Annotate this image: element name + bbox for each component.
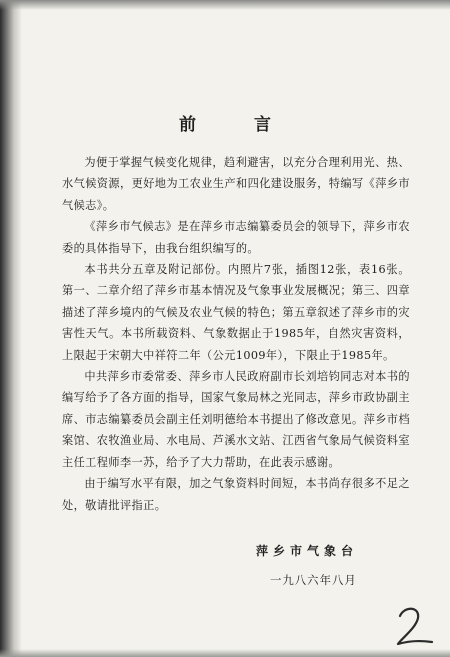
signature-organization: 萍乡市气象台	[256, 544, 359, 558]
paragraph-closing: 由于编写水平有限，加之气象资料时间短，本书尚存很多不足之处，敬请批评指正。	[62, 477, 410, 512]
scan-edge-shadow-bottom	[0, 649, 450, 657]
signature-date: 一九八六年八月	[270, 573, 357, 587]
preface-body	[62, 152, 410, 516]
scan-edge-shadow-left	[0, 0, 22, 657]
paragraph-compilation: 《萍乡市气候志》是在萍乡市志编纂委员会的领导下，萍乡市农委的具体指导下，由我台组织编写的。	[62, 220, 410, 255]
paragraph-contents: 本书共分五章及附记部份。内照片7张，插图12张，表16张。第一、二章介绍了萍乡市基本情况及气象事业发展概况；第三、四章描述了萍乡境内的气候及农业气候的特色；第五章叙述了萍乡市的灾害性天气。本书所载资料、气象数据止于1985年，自然灾害资料，上限起于宋朝大中祥符二年（公元1009年），下限止于1985年。	[62, 263, 410, 362]
paragraph-purpose: 为便于掌握气候变化规律，趋利避害，以充分合理利用光、热、水气候资源，更好地为工农业生产和四化建设服务，特编写《萍乡市气候志》。	[62, 156, 410, 212]
page-title: 前 言	[179, 115, 297, 135]
scan-edge-shadow-top	[0, 0, 450, 10]
handwritten-page-number	[388, 600, 438, 650]
paragraph-acknowledgements: 中共萍乡市委常委、萍乡市人民政府副市长刘培钧同志对本书的编写给予了各方面的指导，国家气象局林之光同志，萍乡市政协副主席、市志编纂委员会副主任刘明德给本书提出了修改意见。萍乡市档案馆、农牧渔业局、水电局、芦溪水文站、江西省气象局气候资料室主任工程师李一苏，给予了大力帮助，在此表示感谢。	[62, 370, 410, 469]
